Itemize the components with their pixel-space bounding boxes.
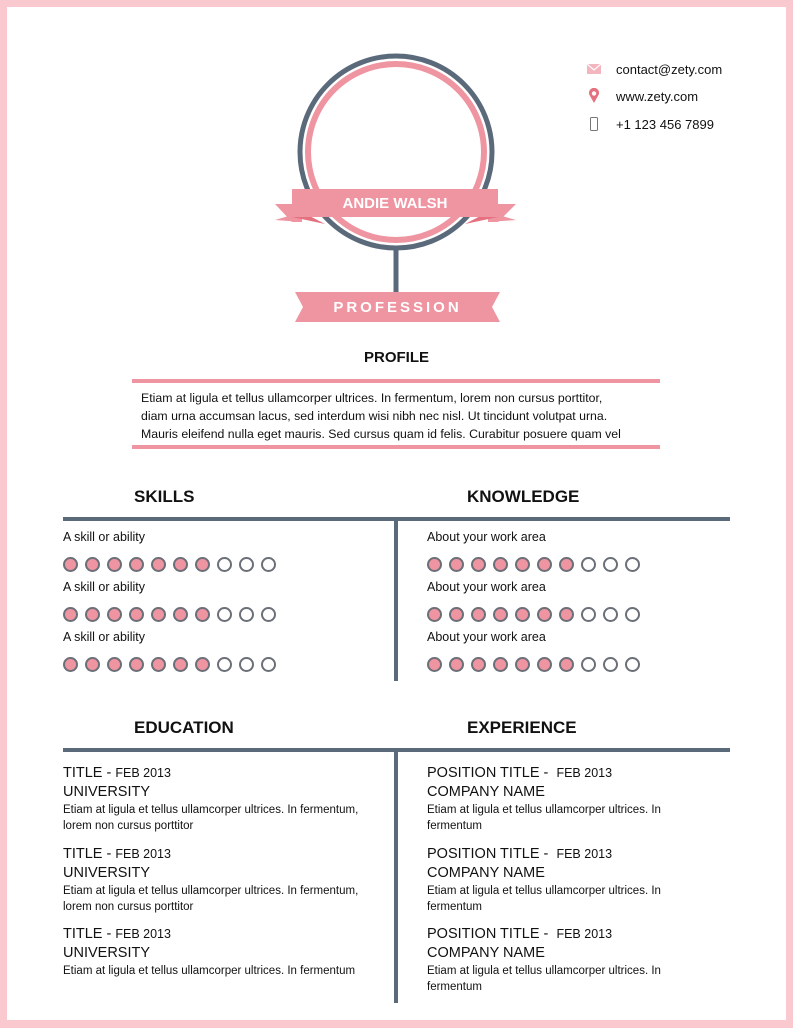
education-entry: TITLE - FEB 2013 UNIVERSITY Etiam at ligula et tellus ullamcorper ultrices. In fermentum, lorem non cursus porttitor <box>63 765 359 832</box>
knowledge-label: About your work area <box>427 630 546 644</box>
contact-phone[interactable] <box>586 116 714 132</box>
skill-label: A skill or ability <box>63 630 145 644</box>
skills-heading: SKILLS <box>134 487 195 506</box>
skill-rating <box>63 657 276 672</box>
phone-text: +1 123 456 7899 <box>616 116 714 132</box>
candidate-name: ANDIE WALSH <box>342 194 448 212</box>
profile-divider-top <box>132 379 660 383</box>
skill-rating <box>63 607 276 622</box>
website-text: www.zety.com <box>616 88 699 104</box>
education-entry: TITLE - FEB 2013 UNIVERSITY Etiam at ligula et tellus ullamcorper ultrices. In fermentum, lorem non cursus porttitor <box>63 846 359 913</box>
profile-divider-bottom <box>132 445 660 449</box>
experience-entry: POSITION TITLE - FEB 2013 COMPANY NAME Etiam at ligula et tellus ullamcorper ultrices. In fermentum <box>427 846 661 913</box>
contact-website[interactable] <box>586 88 698 104</box>
education-entry: TITLE - FEB 2013 UNIVERSITY Etiam at ligula et tellus ullamcorper ultrices. In fermentum <box>63 926 356 977</box>
knowledge-label: About your work area <box>427 530 546 544</box>
education-column-divider <box>394 748 398 1003</box>
knowledge-rating <box>427 607 640 622</box>
email-text: contact@zety.com <box>616 61 723 77</box>
knowledge-rating <box>427 557 640 572</box>
skills-column-divider <box>394 517 398 681</box>
experience-entry: POSITION TITLE - FEB 2013 COMPANY NAME Etiam at ligula et tellus ullamcorper ultrices. In fermentum <box>427 926 661 993</box>
phone-icon <box>586 116 602 132</box>
mail-icon <box>586 61 602 77</box>
experience-entry: POSITION TITLE - FEB 2013 COMPANY NAME Etiam at ligula et tellus ullamcorper ultrices. In fermentum <box>427 765 661 832</box>
education-heading: EDUCATION <box>134 718 234 737</box>
contact-email[interactable] <box>586 61 722 77</box>
profile-heading: PROFILE <box>363 349 429 366</box>
skill-label: A skill or ability <box>63 530 145 544</box>
location-pin-icon <box>586 88 602 104</box>
experience-heading: EXPERIENCE <box>467 718 577 737</box>
knowledge-rating <box>427 657 640 672</box>
profession-title: PROFESSION <box>333 298 462 316</box>
profile-text: Etiam at ligula et tellus ullamcorper ultrices. In fermentum, lorem non cursus porttitor, diam urna accumsan lacus, sed interdum wisi nibh nec nisl. Ut tincidunt volutpat urna. Mauris eleifend nulla eget mauris. Sed cursus quam id felis. Curabitur posuere quam vel <box>141 391 621 441</box>
knowledge-heading: KNOWLEDGE <box>467 487 580 506</box>
skill-label: A skill or ability <box>63 580 145 594</box>
knowledge-label: About your work area <box>427 580 546 594</box>
skill-rating <box>63 557 276 572</box>
